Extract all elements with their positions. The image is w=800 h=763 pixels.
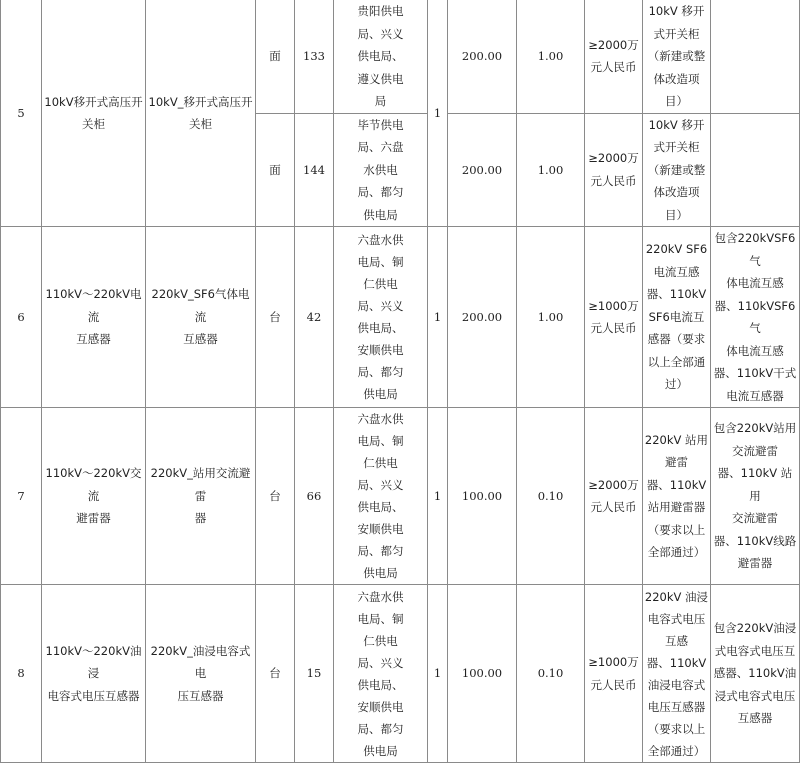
threshold-cell: ≥2000万 元人民币 [585, 0, 643, 113]
unit-cell: 面 [256, 0, 295, 113]
note-cell: 包含220kV油浸 式电容式电压互 感器、110kV油 浸式电容式电压 互感器 [711, 585, 800, 763]
units-cell: 六盘水供 电局、铜 仁供电 局、兴义 供电局、 安顺供电 局、都匀 供电局 [334, 408, 428, 585]
unit-cell: 面 [256, 113, 295, 227]
price-cell: 100.00 [448, 408, 517, 585]
qty-cell: 133 [295, 0, 334, 113]
seq-cell: 6 [1, 227, 42, 408]
performance-cell: 10kV 移开 式开关柜 （新建或整 体改造项 目） [643, 113, 711, 227]
ratio-cell: 0.10 [517, 408, 585, 585]
lot-cell: 1 [428, 408, 448, 585]
category-cell: 110kV～220kV油浸 电容式电压互感器 [42, 585, 146, 763]
ratio-cell: 1.00 [517, 0, 585, 113]
category-cell: 10kV移开式高压开关柜 [42, 0, 146, 227]
units-cell: 贵阳供电 局、兴义 供电局、 遵义供电 局 [334, 0, 428, 113]
seq-cell: 8 [1, 585, 42, 763]
unit-cell: 台 [256, 408, 295, 585]
threshold-cell: ≥1000万 元人民币 [585, 585, 643, 763]
item-cell: 220kV_油浸电容式电 压互感器 [146, 585, 256, 763]
units-cell: 毕节供电 局、六盘 水供电 局、都匀 供电局 [334, 113, 428, 227]
qty-cell: 15 [295, 585, 334, 763]
performance-cell: 220kV 站用 避雷 器、110kV 站用避雷器 （要求以上 全部通过） [643, 408, 711, 585]
table-row [1, 0, 800, 113]
unit-cell: 台 [256, 227, 295, 408]
lot-cell: 1 [428, 227, 448, 408]
performance-cell: 10kV 移开 式开关柜 （新建或整 体改造项 目） [643, 0, 711, 113]
ratio-cell: 1.00 [517, 113, 585, 227]
price-cell: 100.00 [448, 585, 517, 763]
table-row [1, 227, 800, 408]
units-cell: 六盘水供 电局、铜 仁供电 局、兴义 供电局、 安顺供电 局、都匀 供电局 [334, 227, 428, 408]
seq-cell: 7 [1, 408, 42, 585]
note-cell [711, 113, 800, 227]
price-cell: 200.00 [448, 113, 517, 227]
price-cell: 200.00 [448, 0, 517, 113]
category-cell: 110kV～220kV电流 互感器 [42, 227, 146, 408]
lot-cell: 1 [428, 0, 448, 227]
threshold-cell: ≥2000万 元人民币 [585, 113, 643, 227]
table-row [1, 585, 800, 763]
category-cell: 110kV～220kV交流 避雷器 [42, 408, 146, 585]
item-cell: 220kV_站用交流避雷 器 [146, 408, 256, 585]
unit-cell: 台 [256, 585, 295, 763]
qty-cell: 66 [295, 408, 334, 585]
ratio-cell: 1.00 [517, 227, 585, 408]
lot-cell: 1 [428, 585, 448, 763]
ratio-cell: 0.10 [517, 585, 585, 763]
note-cell: 包含220kV站用 交流避雷 器、110kV 站用 交流避雷 器、110kV线路 避雷器 [711, 408, 800, 585]
threshold-cell: ≥1000万 元人民币 [585, 227, 643, 408]
threshold-cell: ≥2000万 元人民币 [585, 408, 643, 585]
seq-cell: 5 [1, 0, 42, 227]
item-cell: 10kV_移开式高压开 关柜 [146, 0, 256, 227]
qty-cell: 144 [295, 113, 334, 227]
item-cell: 220kV_SF6气体电流 互感器 [146, 227, 256, 408]
units-cell: 六盘水供 电局、铜 仁供电 局、兴义 供电局、 安顺供电 局、都匀 供电局 [334, 585, 428, 763]
performance-cell: 220kV 油浸 电容式电压 互感 器、110kV 油浸电容式 电压互感器 （要求以上 全部通过） [643, 585, 711, 763]
price-cell: 200.00 [448, 227, 517, 408]
qty-cell: 42 [295, 227, 334, 408]
table-row [1, 408, 800, 585]
note-cell [711, 0, 800, 113]
note-cell: 包含220kVSF6气 体电流互感 器、110kVSF6气 体电流互感 器、110kV干式 电流互感器 [711, 227, 800, 408]
performance-cell: 220kV SF6 电流互感 器、110kV SF6电流互 感器（要求 以上全部通 过） [643, 227, 711, 408]
